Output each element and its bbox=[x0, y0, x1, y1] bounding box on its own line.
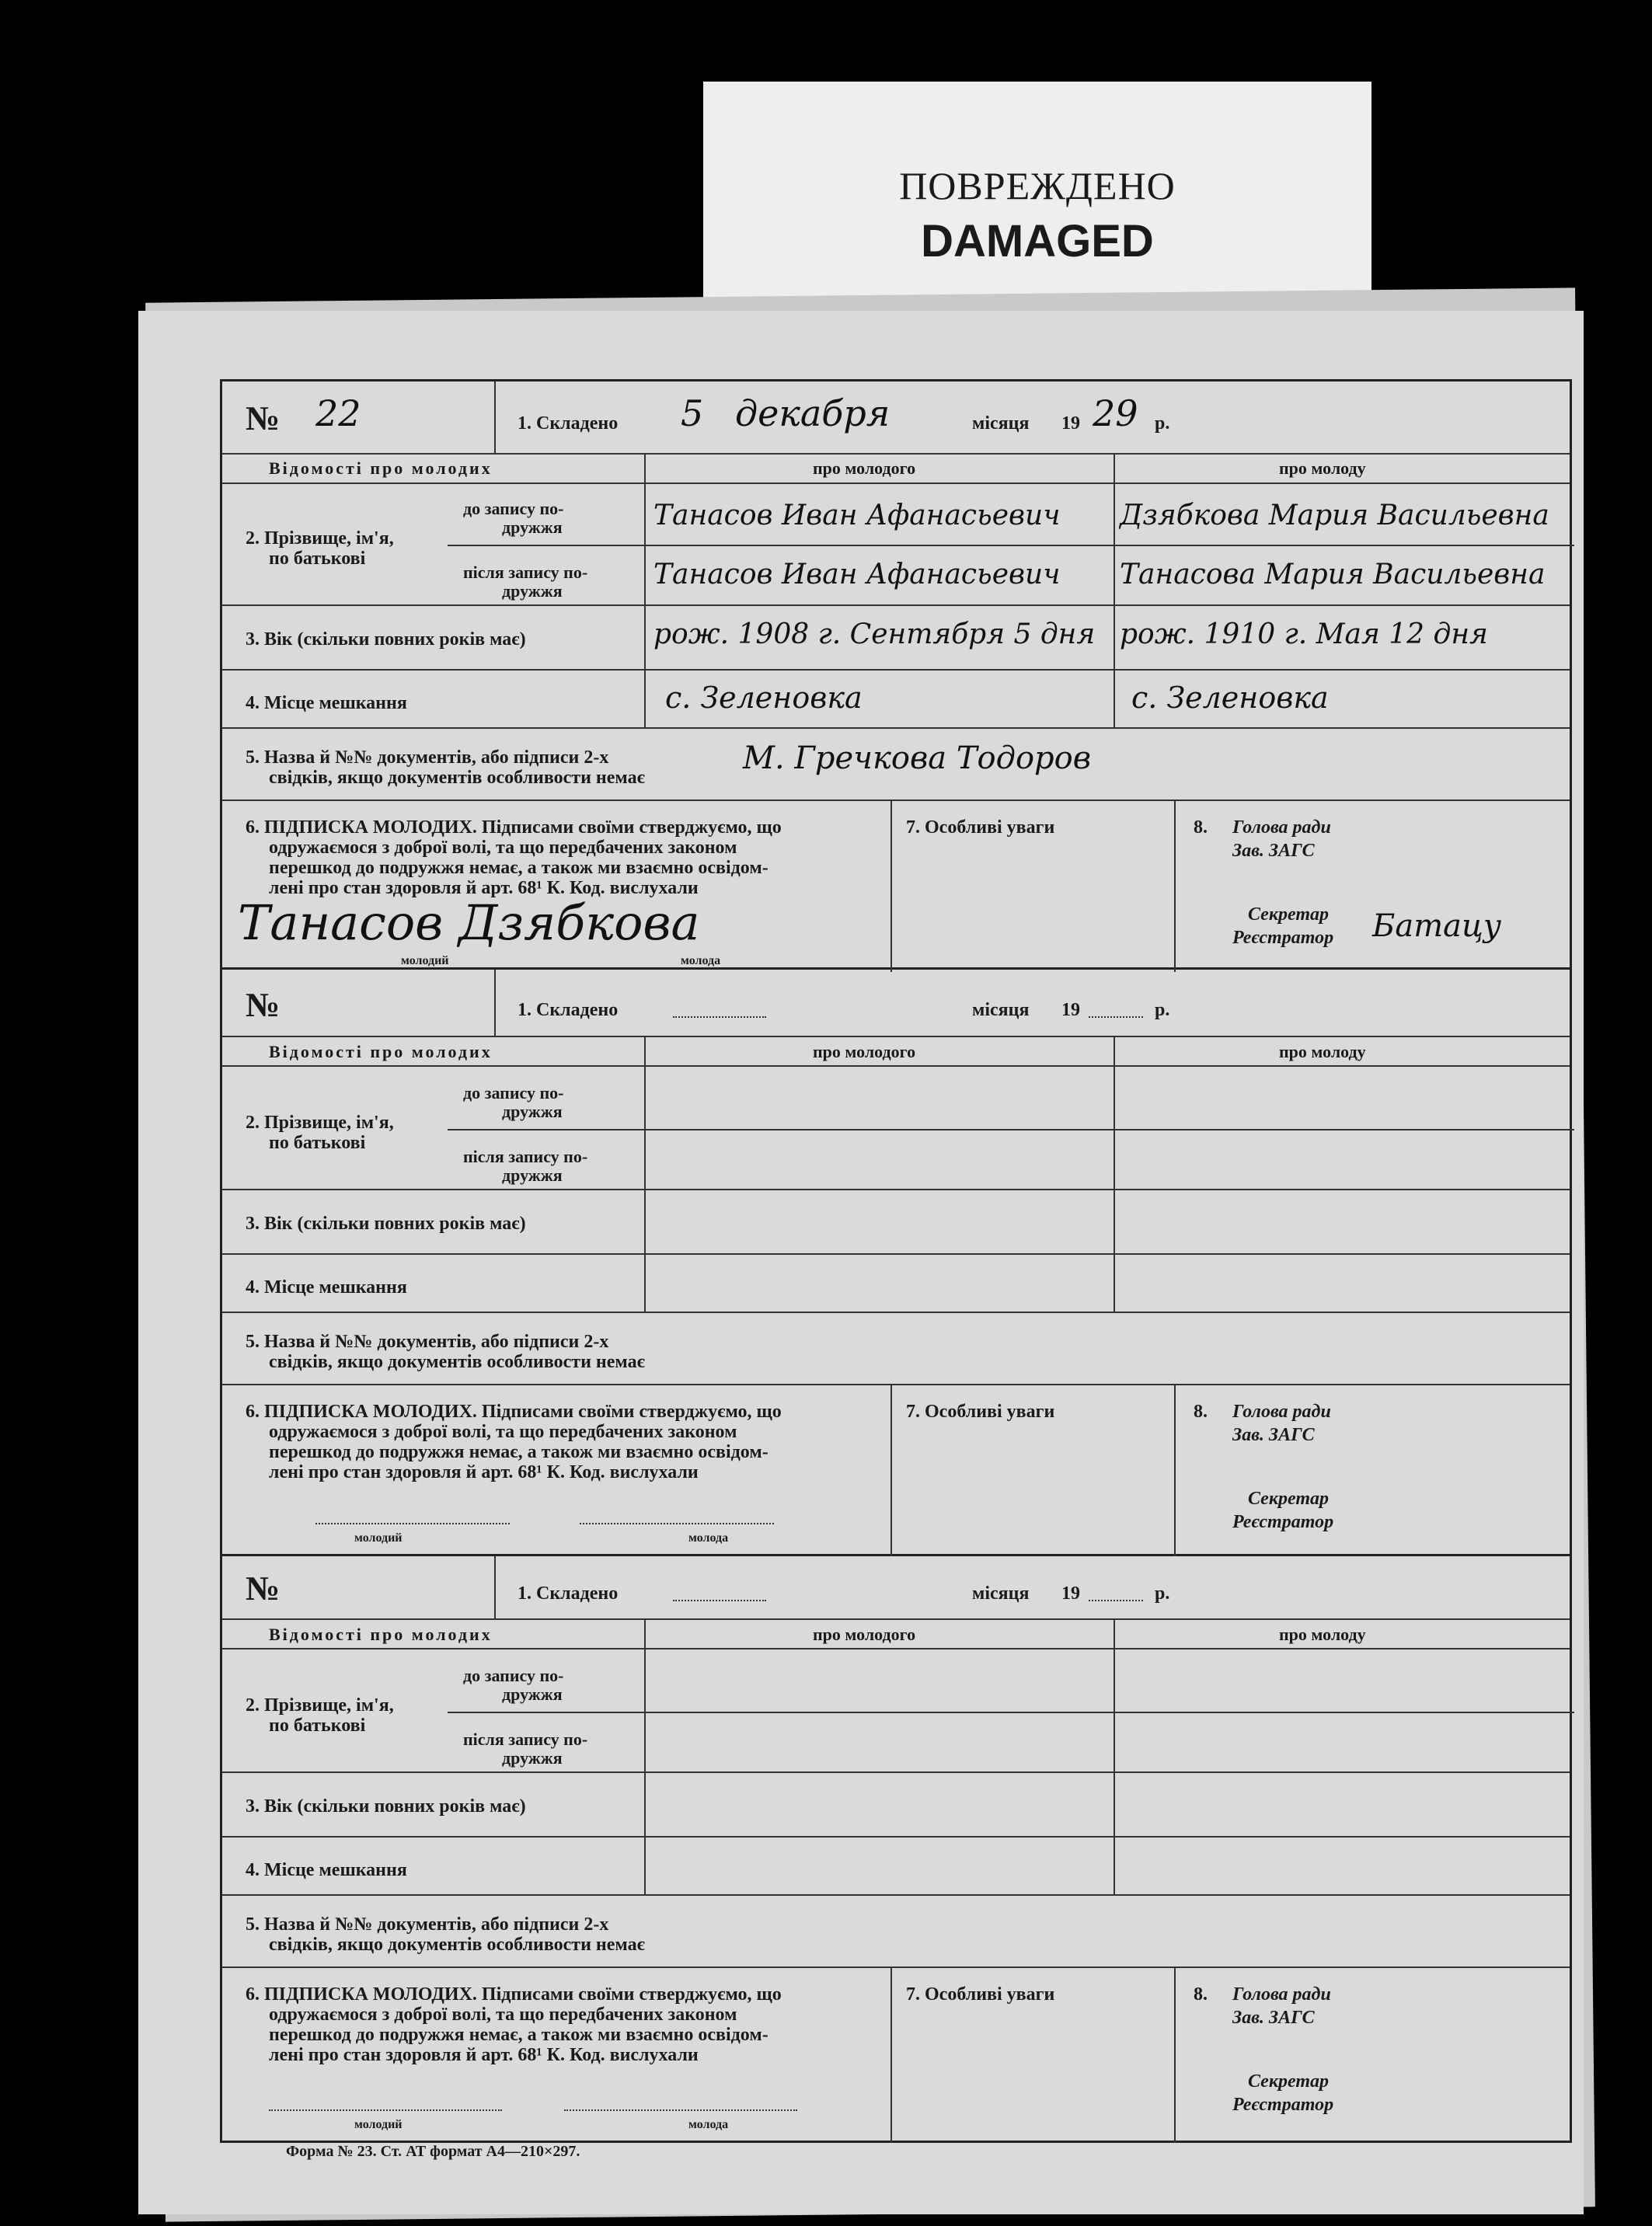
after-label: після запису по- bbox=[463, 1147, 588, 1166]
before-label: до запису по- bbox=[463, 1083, 564, 1103]
name-label: 2. Прізвище, ім'я, bbox=[246, 1113, 394, 1133]
head-number: 8. bbox=[1194, 817, 1208, 838]
groom-name-before: Танасов Иван Афанасьевич bbox=[653, 500, 1061, 531]
groom-header: про молодого bbox=[813, 1042, 916, 1061]
notes-label: 7. Особливі уваги bbox=[906, 817, 1055, 838]
groom-header: про молодого bbox=[813, 458, 916, 478]
notes-label: 7. Особливі уваги bbox=[906, 1984, 1055, 2005]
groom-age: рож. 1908 г. Сентября 5 дня bbox=[653, 618, 1096, 650]
name-label-2: по батькові bbox=[269, 1716, 366, 1736]
before-label-2: дружжя bbox=[502, 517, 563, 537]
head-label: Голова ради bbox=[1232, 1402, 1331, 1422]
record-number-label: № bbox=[246, 986, 281, 1024]
record-number-label: № bbox=[246, 1569, 281, 1608]
before-label: до запису по- bbox=[463, 499, 564, 518]
subscription-text-3: перешкод до подружжя немає, а також ми взаємно освідом- bbox=[269, 858, 768, 878]
year-suffix: р. bbox=[1155, 1000, 1170, 1020]
info-header: Відомості про молодих bbox=[269, 1625, 493, 1644]
year-suffix: р. bbox=[1155, 1583, 1170, 1604]
docs-label: 5. Назва й №№ документів, або підписи 2-х bbox=[246, 747, 609, 768]
after-label: після запису по- bbox=[463, 1730, 588, 1749]
subscription-text-2: одружаємося з доброї волі, та що передбачених законом bbox=[269, 2005, 737, 2025]
composed-year: 29 bbox=[1093, 392, 1138, 434]
zags-label: Зав. ЗАГС bbox=[1232, 841, 1315, 861]
residence-label: 4. Місце мешкання bbox=[246, 693, 407, 713]
composed-label: 1. Складено bbox=[518, 1583, 619, 1604]
before-label-2: дружжя bbox=[502, 1102, 563, 1121]
docs-label-2: свідків, якщо документів особливости немає bbox=[269, 1352, 645, 1372]
age-label: 3. Вік (скільки повних років має) bbox=[246, 1796, 526, 1817]
bride-age: рож. 1910 г. Мая 12 дня bbox=[1120, 618, 1488, 650]
marriage-register-form bbox=[220, 379, 1572, 2131]
record-3 bbox=[220, 1556, 1572, 2143]
record-2 bbox=[220, 970, 1572, 1556]
head-number: 8. bbox=[1194, 1402, 1208, 1422]
zags-label: Зав. ЗАГС bbox=[1232, 2008, 1315, 2028]
age-label: 3. Вік (скільки повних років має) bbox=[246, 1214, 526, 1234]
stamp-ru: ПОВРЕЖДЕНО bbox=[899, 164, 1176, 207]
subscription-text-2: одружаємося з доброї волі, та що передбачених законом bbox=[269, 1422, 737, 1442]
name-label: 2. Прізвище, ім'я, bbox=[246, 1695, 394, 1716]
document-page bbox=[138, 311, 1584, 2214]
before-label: до запису по- bbox=[463, 1666, 564, 1685]
record-1 bbox=[220, 379, 1572, 970]
couple-signatures: Танасов Дзябкова bbox=[238, 894, 700, 951]
bride-name-before: Дзябкова Мария Васильевна bbox=[1120, 500, 1549, 531]
subscription-text-3: перешкод до подружжя немає, а також ми взаємно освідом- bbox=[269, 1442, 768, 1462]
docs-label-2: свідків, якщо документів особливости немає bbox=[269, 768, 645, 788]
groom-name-after: Танасов Иван Афанасьевич bbox=[653, 559, 1061, 590]
record-number: 22 bbox=[315, 392, 361, 434]
groom-signature-label: молодий bbox=[354, 2118, 403, 2131]
subscription-text-1: 6. ПІДПИСКА МОЛОДИХ. Підписами своїми стверджуємо, що bbox=[246, 817, 782, 838]
damaged-stamp bbox=[703, 82, 1371, 307]
name-label-2: по батькові bbox=[269, 549, 366, 569]
bride-signature-label: молода bbox=[681, 954, 721, 967]
name-label: 2. Прізвище, ім'я, bbox=[246, 528, 394, 549]
subscription-text-4: лені про стан здоровля й арт. 68¹ К. Код. вислухали bbox=[269, 1462, 699, 1482]
after-label-2: дружжя bbox=[502, 1165, 563, 1185]
form-footer: Форма № 23. Ст. АТ формат А4—210×297. bbox=[286, 2143, 580, 2160]
registrar-label: Реєстратор bbox=[1232, 928, 1334, 948]
bride-signature-label: молода bbox=[688, 2118, 729, 2131]
subscription-text-2: одружаємося з доброї волі, та що передбачених законом bbox=[269, 838, 737, 858]
subscription-text-1: 6. ПІДПИСКА МОЛОДИХ. Підписами своїми стверджуємо, що bbox=[246, 1984, 782, 2005]
docs-label: 5. Назва й №№ документів, або підписи 2-х bbox=[246, 1332, 609, 1352]
head-label: Голова ради bbox=[1232, 1984, 1331, 2005]
residence-label: 4. Місце мешкання bbox=[246, 1277, 407, 1298]
month-label: місяця bbox=[972, 1583, 1030, 1604]
after-label: після запису по- bbox=[463, 563, 588, 582]
subscription-text-4: лені про стан здоровля й арт. 68¹ К. Код. вислухали bbox=[269, 878, 699, 898]
bride-residence: с. Зеленовка bbox=[1131, 681, 1329, 715]
composed-label: 1. Складено bbox=[518, 1000, 619, 1020]
notes-label: 7. Особливі уваги bbox=[906, 1402, 1055, 1422]
year-suffix: р. bbox=[1155, 413, 1170, 434]
year-prefix: 19 bbox=[1061, 1000, 1080, 1020]
age-label: 3. Вік (скільки повних років має) bbox=[246, 629, 526, 650]
secretary-label: Секретар bbox=[1248, 904, 1329, 925]
bride-header: про молоду bbox=[1279, 458, 1366, 478]
groom-signature-label: молодий bbox=[354, 1531, 403, 1545]
info-header: Відомості про молодих bbox=[269, 1042, 493, 1061]
name-label-2: по батькові bbox=[269, 1133, 366, 1153]
bride-header: про молоду bbox=[1279, 1625, 1366, 1644]
subscription-text-4: лені про стан здоровля й арт. 68¹ К. Код. вислухали bbox=[269, 2045, 699, 2065]
composed-label: 1. Складено bbox=[518, 413, 619, 434]
composed-day: 5 bbox=[681, 392, 704, 434]
before-label-2: дружжя bbox=[502, 1684, 563, 1704]
secretary-label: Секретар bbox=[1248, 1489, 1329, 1509]
head-number: 8. bbox=[1194, 1984, 1208, 2005]
witnesses: М. Гречкова Тодоров bbox=[743, 740, 1092, 776]
registrar-label: Реєстратор bbox=[1232, 2095, 1334, 2115]
month-label: місяця bbox=[972, 1000, 1030, 1020]
groom-signature-label: молодий bbox=[401, 954, 449, 967]
month-label: місяця bbox=[972, 413, 1030, 434]
record-number-label: № bbox=[246, 399, 281, 437]
docs-label-2: свідків, якщо документів особливости немає bbox=[269, 1935, 645, 1955]
subscription-text-1: 6. ПІДПИСКА МОЛОДИХ. Підписами своїми стверджуємо, що bbox=[246, 1402, 782, 1422]
bride-signature-label: молода bbox=[688, 1531, 729, 1545]
docs-label: 5. Назва й №№ документів, або підписи 2-х bbox=[246, 1914, 609, 1935]
groom-residence: с. Зеленовка bbox=[665, 681, 863, 715]
subscription-text-3: перешкод до подружжя немає, а також ми взаємно освідом- bbox=[269, 2025, 768, 2045]
bride-name-after: Танасова Мария Васильевна bbox=[1120, 559, 1546, 590]
zags-label: Зав. ЗАГС bbox=[1232, 1425, 1315, 1445]
after-label-2: дружжя bbox=[502, 581, 563, 601]
after-label-2: дружжя bbox=[502, 1748, 563, 1768]
composed-month: декабря bbox=[735, 392, 890, 434]
stamp-en: DAMAGED bbox=[921, 216, 1154, 266]
secretary-label: Секретар bbox=[1248, 2071, 1329, 2092]
bride-header: про молоду bbox=[1279, 1042, 1366, 1061]
registrar-label: Реєстратор bbox=[1232, 1512, 1334, 1532]
info-header: Відомості про молодих bbox=[269, 458, 493, 478]
year-prefix: 19 bbox=[1061, 413, 1080, 434]
year-prefix: 19 bbox=[1061, 1583, 1080, 1604]
groom-header: про молодого bbox=[813, 1625, 916, 1644]
residence-label: 4. Місце мешкання bbox=[246, 1860, 407, 1880]
head-label: Голова ради bbox=[1232, 817, 1331, 838]
registrar-signature: Батацу bbox=[1372, 908, 1502, 944]
